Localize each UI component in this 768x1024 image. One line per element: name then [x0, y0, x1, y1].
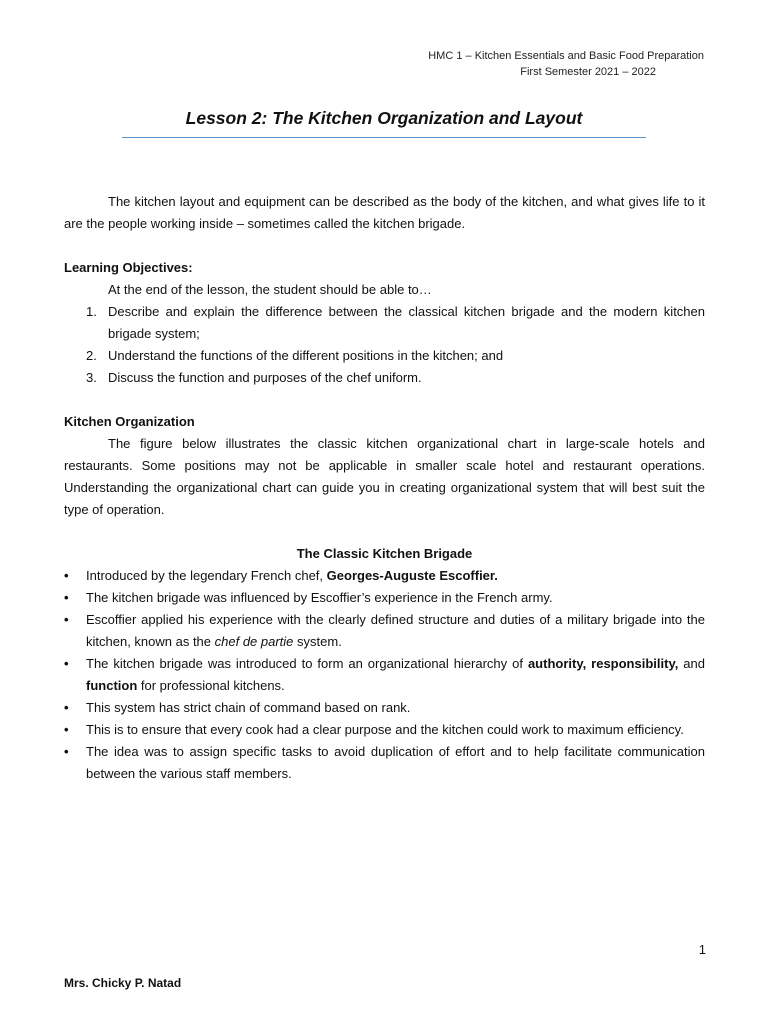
bullet-item [64, 609, 705, 653]
bullet-icon: • [64, 744, 69, 759]
objective-item [64, 345, 705, 367]
bullet-bold-text: Georges-Auguste Escoffier. [326, 568, 498, 583]
bullet-text: The kitchen brigade was influenced by Escoffier’s experience in the French army. [86, 590, 553, 605]
bullet-item [64, 587, 705, 609]
bullet-italic-text: chef de partie [214, 634, 294, 649]
author-name: Mrs. Chicky P. Natad [64, 976, 182, 990]
brigade-bullet-list [64, 565, 705, 785]
bullet-icon: • [64, 590, 69, 605]
objective-item [64, 301, 705, 345]
organization-heading: Kitchen Organization [64, 414, 195, 429]
bullet-icon: • [64, 612, 69, 627]
bullet-text: Introduced by the legendary French chef, [86, 568, 327, 583]
objective-number: 1. [86, 304, 97, 319]
bullet-text: The idea was to assign specific tasks to avoid duplication of effort and to help facilitate communication between the various staff members. [86, 744, 705, 781]
bullet-text: and [678, 656, 705, 671]
lesson-title: Lesson 2: The Kitchen Organization and Layout [185, 108, 583, 128]
objectives-heading: Learning Objectives: [64, 260, 193, 275]
page-number: 1 [698, 942, 706, 957]
bullet-item [64, 697, 705, 719]
bullet-icon: • [64, 700, 69, 715]
bullet-item [64, 565, 705, 587]
bullet-icon: • [64, 656, 69, 671]
bullet-text: for professional kitchens. [137, 678, 285, 693]
document-header [428, 48, 704, 80]
bullet-text: Escoffier applied his experience with the clearly defined structure and duties of a military brigade into the kitchen, known as the [86, 612, 705, 649]
semester-label: First Semester 2021 – 2022 [520, 66, 656, 78]
intro-paragraph: The kitchen layout and equipment can be described as the body of the kitchen, and what gives life to it are the people working inside – sometimes called the kitchen brigade. [64, 194, 705, 231]
bullet-bold-text: authority, responsibility, [527, 656, 679, 671]
objective-text: Describe and explain the difference between the classical kitchen brigade and the modern kitchen brigade system; [108, 304, 705, 341]
bullet-item [64, 741, 705, 785]
objective-item [64, 367, 705, 389]
document-body [64, 191, 705, 785]
bullet-icon: • [64, 568, 69, 583]
bullet-text: The kitchen brigade was introduced to form an organizational hierarchy of [86, 656, 528, 671]
bullet-icon: • [64, 722, 69, 737]
objectives-list [64, 301, 705, 389]
objective-text: Understand the functions of the different positions in the kitchen; and [108, 348, 504, 363]
course-title: HMC 1 – Kitchen Essentials and Basic Food Preparation [428, 50, 704, 62]
brigade-heading: The Classic Kitchen Brigade [296, 546, 473, 561]
objective-number: 2. [86, 348, 97, 363]
objectives-lead: At the end of the lesson, the student should be able to… [108, 282, 432, 297]
bullet-item [64, 719, 705, 741]
organization-paragraph: The figure below illustrates the classic kitchen organizational chart in large-scale hotels and restaurants. Some positions may not be applicable in smaller scale hotel and restaurant operations. Understanding the organizational chart can guide you in creating organizational system that will best suit the type of operation. [64, 436, 705, 517]
title-underline [122, 137, 646, 138]
bullet-bold-text: function [86, 678, 138, 693]
bullet-item [64, 653, 705, 697]
objective-text: Discuss the function and purposes of the chef uniform. [108, 370, 422, 385]
bullet-text: system. [293, 634, 342, 649]
objective-number: 3. [86, 370, 97, 385]
bullet-text: This system has strict chain of command based on rank. [86, 700, 411, 715]
bullet-text: This is to ensure that every cook had a clear purpose and the kitchen could work to maximum efficiency. [86, 722, 684, 737]
